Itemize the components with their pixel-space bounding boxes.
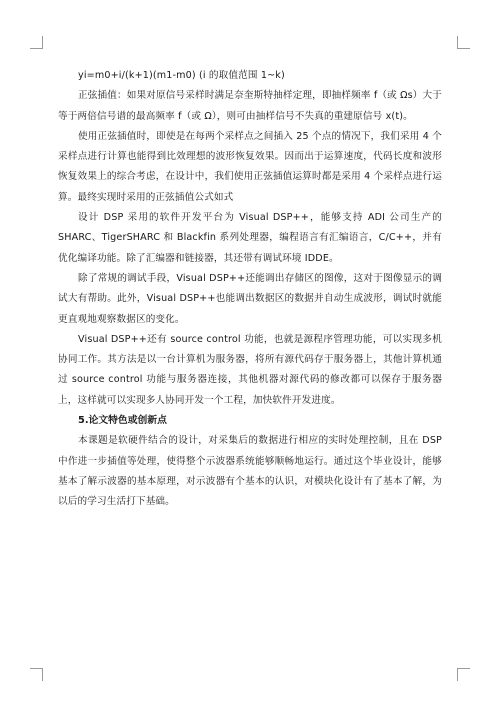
- crop-mark-top-right: [457, 36, 470, 49]
- section-heading: 5.论文特色或创新点: [78, 415, 167, 427]
- crop-mark-bottom-right: [457, 668, 470, 681]
- paragraph-sine-interpolation: 正弦插值：如果对原信号采样时满足奈奎斯特抽样定理，即抽样频率 f（或 Ωs）大于等于两倍信号谱的最高频率 f（或 Ω），则可由抽样信号不失真的重建原信号 x(t)。: [58, 90, 442, 122]
- paragraph-interpolation-usage: 使用正弦插值时，即使是在每两个采样点之间插入 25 个点的情况下，我们采用 4 个采样点进行计算也能得到比效理想的波形恢复效果。因而出于运算速度，代码长度和波形恢复效果上的综合考虑，在设计中，我们使用正弦插值运算时都是采用 4 个采样点进行运算。最终实现时采用的正弦插值公式如式: [58, 130, 442, 203]
- paragraph-innovation: 本课题是软硬件结合的设计，对采集后的数据进行相应的实时处理控制，且在 DSP 中作进一步插值等处理，使得整个示波器系统能够顺畅地运行。通过这个毕业设计，能够基本了解示波器的基本原理，对示波器有个基本的认识，对模块化设计有了基本了解，为以后的学习生活打下基础。: [58, 435, 442, 508]
- paragraph-dev-platform: 设计 DSP 采用的软件开发平台为 Visual DSP++，能够支持 ADI 公司生产的 SHARC、TigerSHARC 和 Blackfin 系列处理器，编程语言有汇编语言，C/C++，并有优化编译功能。除了汇编器和链接器，其还带有调试环境 IDDE。: [58, 212, 442, 264]
- formula-line: yi=m0+i/(k+1)(m1-m0) (i 的取值范围 1~k): [78, 70, 285, 81]
- paragraph-debug-features: 除了常规的调试手段，Visual DSP++还能调出存储区的图像，这对于图像显示的调试大有帮助。此外，Visual DSP++也能调出数据区的数据并自动生成波形，调试时就能更直观地观察数据区的变化。: [58, 272, 442, 325]
- crop-mark-top-left: [30, 36, 43, 49]
- crop-mark-bottom-left: [30, 668, 43, 681]
- document-body: [58, 66, 442, 513]
- paragraph-source-control: Visual DSP++还有 source control 功能，也就是源程序管理功能，可以实现多机协同工作。其方法是以一台计算机为服务器，将所有源代码存于服务器上，其他计算机通过 source control 功能与服务器连接，其他机器对源代码的修改都可以保存于服务器上，这样就可以实现多人协同开发一个工程，加快软件开发进度。: [58, 333, 442, 406]
